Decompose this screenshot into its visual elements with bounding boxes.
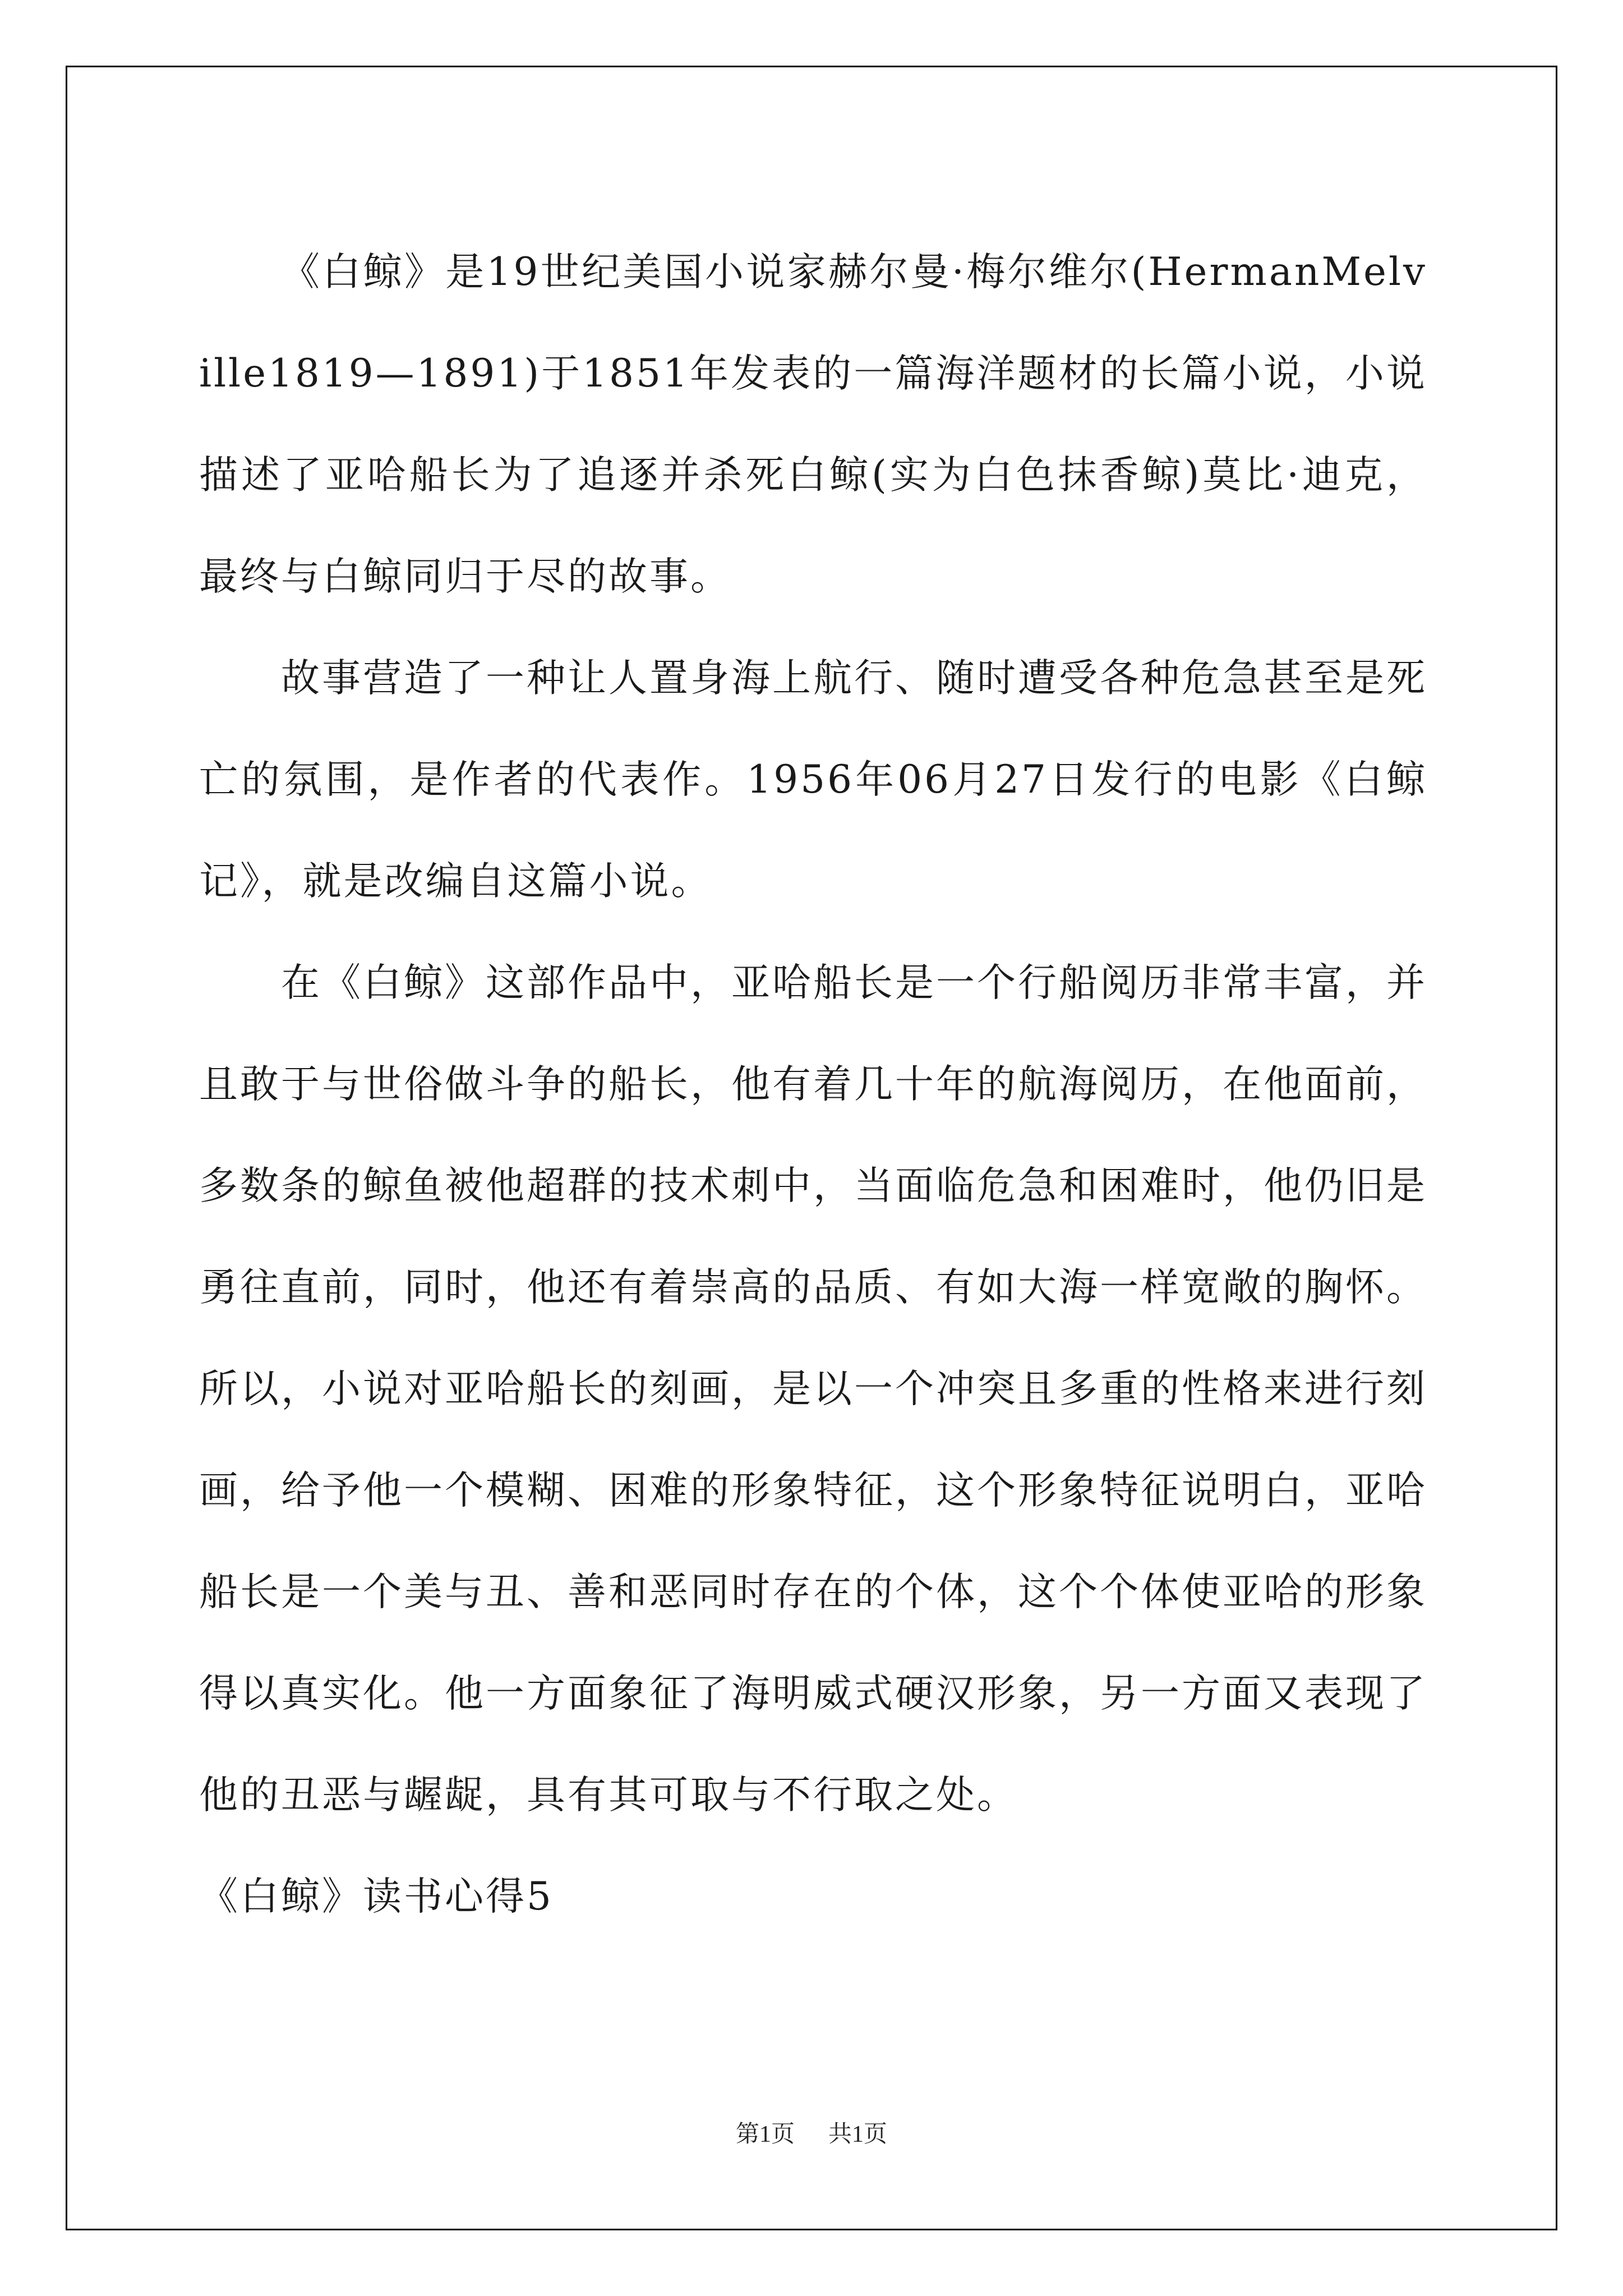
paragraph-3: 在《白鲸》这部作品中，亚哈船长是一个行船阅历非常丰富，并且敢于与世俗做斗争的船长，他有着几十年的航海阅历，在他面前，多数条的鲸鱼被他超群的技术刺中，当面临危急和困难时，他仍旧是勇往直前，同时，他还有着崇高的品质、有如大海一样宽敞的胸怀。所以，小说对亚哈船长的刻画，是以一个冲突且多重的性格来进行刻画，给予他一个模糊、困难的形象特征，这个形象特征说明白，亚哈船长是一个美与丑、善和恶同时存在的个体，这个个体使亚哈的形象得以真实化。他一方面象征了海明威式硬汉形象，另一方面又表现了他的丑恶与龌龊，具有其可取与不行取之处。 — [199, 960, 1427, 1818]
closing-line: 《白鲸》读书心得5 — [199, 1874, 554, 1919]
paragraph-2: 故事营造了一种让人置身海上航行、随时遭受各种危急甚至是死亡的氛围，是作者的代表作。1956年06月27日发行的电影《白鲸记》，就是改编自这篇小说。 — [199, 656, 1427, 904]
document-body — [199, 222, 1427, 1948]
page-footer — [0, 2118, 1623, 2151]
paragraph-1: 《白鲸》是19世纪美国小说家赫尔曼·梅尔维尔(HermanMelville1819—1891)于1851年发表的一篇海洋题材的长篇小说，小说描述了亚哈船长为了追逐并杀死白鲸(实为白色抹香鲸)莫比·迪克，最终与白鲸同归于尽的故事。 — [199, 250, 1427, 599]
page-number: 第1页 — [735, 2122, 795, 2147]
page-total: 共1页 — [828, 2122, 888, 2147]
